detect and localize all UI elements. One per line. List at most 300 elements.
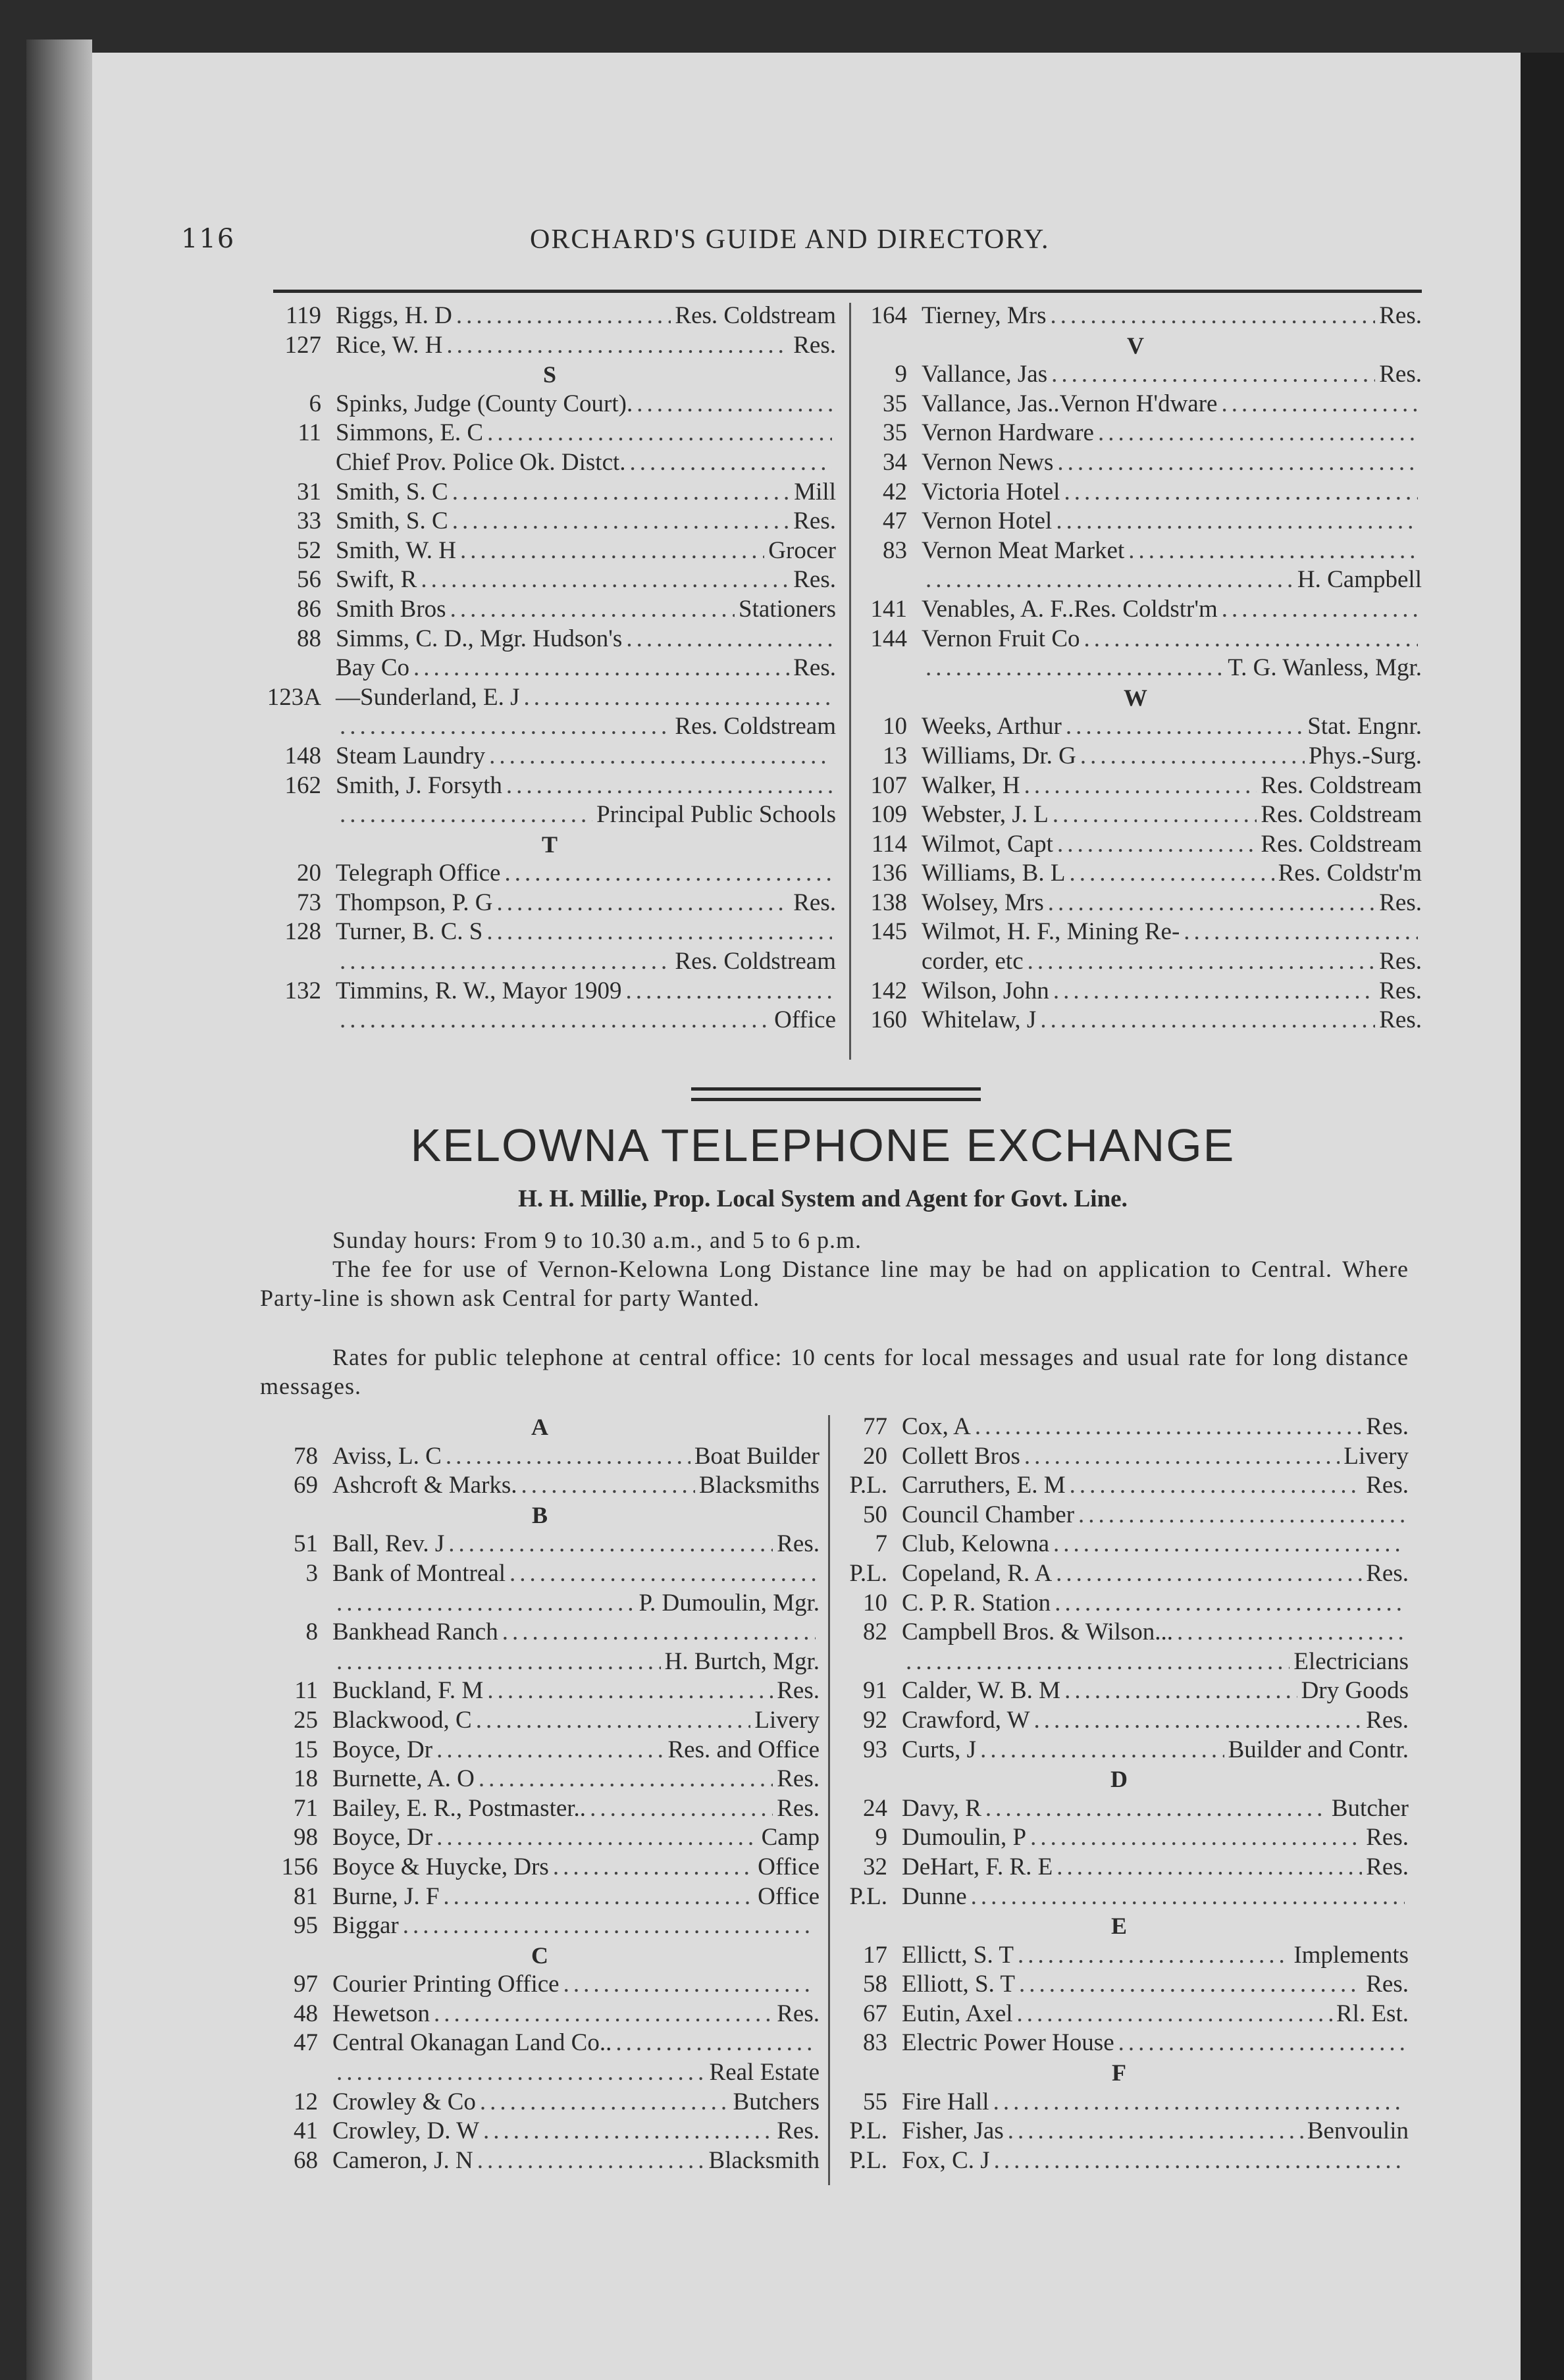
dot-leader bbox=[1184, 918, 1418, 947]
section-letter: A bbox=[531, 1414, 548, 1440]
subscriber-detail: Res. Coldstream bbox=[1261, 830, 1422, 858]
directory-entry bbox=[849, 654, 1422, 683]
phone-number: 148 bbox=[284, 742, 321, 769]
dot-leader bbox=[340, 800, 592, 830]
book-spine bbox=[26, 39, 92, 2380]
dot-leader bbox=[524, 683, 832, 713]
dot-leader bbox=[1019, 1970, 1362, 2000]
directory-entry bbox=[829, 1559, 1409, 1589]
directory-entry bbox=[829, 1530, 1409, 1559]
dot-leader bbox=[985, 1794, 1328, 1824]
directory-entry bbox=[849, 565, 1422, 595]
subscriber-detail: Boat Builder bbox=[694, 1442, 820, 1470]
phone-number: 35 bbox=[883, 419, 907, 447]
dot-leader bbox=[980, 1736, 1224, 1765]
section-letter: T bbox=[541, 831, 558, 858]
directory-entry bbox=[263, 977, 836, 1006]
subscriber-detail: Res. bbox=[1379, 302, 1422, 329]
dot-leader bbox=[483, 2117, 773, 2146]
exchange-title: KELOWNA TELEPHONE EXCHANGE bbox=[410, 1120, 1236, 1171]
subscriber-detail: Mill bbox=[794, 478, 836, 505]
dot-leader bbox=[1024, 771, 1257, 801]
subscriber-name: Smith, S. C bbox=[336, 478, 448, 505]
subscriber-name: Victoria Hotel bbox=[922, 478, 1060, 505]
phone-number: 69 bbox=[294, 1472, 318, 1499]
phone-number: 71 bbox=[294, 1794, 318, 1822]
dot-leader bbox=[502, 1618, 816, 1647]
dot-leader bbox=[1069, 859, 1274, 889]
directory-entry bbox=[263, 947, 836, 977]
dot-leader bbox=[436, 1736, 664, 1765]
subscriber-name: Telegraph Office bbox=[336, 860, 501, 887]
subscriber-detail: T. G. Wanless, Mgr. bbox=[1228, 654, 1422, 682]
directory-entry bbox=[849, 712, 1422, 742]
directory-entry bbox=[263, 742, 836, 771]
phone-number: 81 bbox=[294, 1882, 318, 1910]
phone-number: 160 bbox=[870, 1006, 907, 1034]
subscriber-name: Bankhead Ranch bbox=[332, 1618, 498, 1646]
subscriber-name: Blackwood, C bbox=[332, 1706, 472, 1734]
phone-number: 136 bbox=[870, 860, 907, 887]
subscriber-detail: Electricians bbox=[1293, 1647, 1409, 1675]
subscriber-name: Smith, W. H bbox=[336, 536, 456, 564]
phone-number: 88 bbox=[297, 625, 321, 652]
dot-leader bbox=[1078, 1501, 1405, 1530]
phone-number: 77 bbox=[863, 1413, 887, 1440]
phone-number: 10 bbox=[863, 1589, 887, 1617]
subscriber-name: Boyce, Dr bbox=[332, 1736, 433, 1763]
phone-number: 98 bbox=[294, 1824, 318, 1851]
subscriber-name: Steam Laundry bbox=[336, 742, 486, 769]
directory-entry bbox=[829, 1676, 1409, 1706]
directory-column-top-left bbox=[263, 301, 836, 1035]
subscriber-detail: Res. Coldstream bbox=[1261, 801, 1422, 829]
directory-entry bbox=[829, 1471, 1409, 1501]
phone-number: 52 bbox=[297, 536, 321, 564]
directory-entry bbox=[829, 2000, 1409, 2029]
dot-leader bbox=[446, 331, 789, 361]
directory-entry bbox=[263, 889, 836, 918]
dot-leader bbox=[925, 654, 1224, 683]
phone-number: 12 bbox=[294, 2088, 318, 2115]
dot-leader bbox=[1177, 1618, 1405, 1647]
dot-leader bbox=[971, 1882, 1405, 1912]
phone-number: 92 bbox=[863, 1706, 887, 1734]
phone-number: 35 bbox=[883, 390, 907, 417]
directory-entry bbox=[849, 478, 1422, 507]
directory-entry bbox=[849, 390, 1422, 419]
dot-leader bbox=[476, 1706, 751, 1736]
dot-leader bbox=[452, 507, 790, 536]
directory-entry bbox=[829, 2088, 1409, 2117]
dot-leader bbox=[1053, 977, 1375, 1006]
phone-number: 7 bbox=[875, 1530, 887, 1558]
dot-leader bbox=[496, 889, 789, 918]
dot-leader bbox=[626, 625, 832, 654]
phone-number: 58 bbox=[863, 1971, 887, 1998]
phone-number: 25 bbox=[294, 1706, 318, 1734]
dot-leader bbox=[1056, 1559, 1362, 1589]
subscriber-detail: Blacksmiths bbox=[699, 1472, 820, 1499]
directory-entry bbox=[260, 1471, 820, 1501]
directory-entry bbox=[263, 918, 836, 947]
dot-leader bbox=[1008, 2117, 1303, 2146]
phone-number: P.L. bbox=[849, 1559, 887, 1587]
subscriber-name: Timmins, R. W., Mayor 1909 bbox=[336, 977, 622, 1004]
directory-entry bbox=[263, 800, 836, 830]
dot-leader bbox=[443, 1882, 754, 1912]
directory-entry bbox=[263, 1006, 836, 1035]
dot-leader bbox=[1080, 742, 1305, 771]
phone-number: 164 bbox=[870, 302, 907, 329]
dot-leader bbox=[340, 947, 671, 977]
dot-leader bbox=[637, 390, 832, 419]
directory-entry bbox=[849, 448, 1422, 478]
subscriber-name: Club, Kelowna bbox=[902, 1530, 1050, 1558]
subscriber-detail: Stationers bbox=[739, 595, 836, 623]
dot-leader bbox=[460, 536, 764, 566]
phone-number: 97 bbox=[294, 1971, 318, 1998]
phone-number: P.L. bbox=[849, 1882, 887, 1910]
directory-entry bbox=[260, 2088, 820, 2117]
subscriber-detail: Livery bbox=[1343, 1442, 1409, 1470]
phone-number: 9 bbox=[875, 1824, 887, 1851]
subscriber-name: Calder, W. B. M bbox=[902, 1677, 1061, 1705]
subscriber-name: Hewetson bbox=[332, 2000, 430, 2027]
phone-number: 128 bbox=[284, 918, 321, 946]
subscriber-detail: Res. Coldstream bbox=[675, 713, 836, 740]
subscriber-name: Dunne bbox=[902, 1882, 967, 1910]
subscriber-name: Smith Bros bbox=[336, 595, 446, 623]
subscriber-detail: Res. bbox=[1366, 1971, 1409, 1998]
directory-entry bbox=[263, 507, 836, 536]
dot-leader bbox=[479, 1765, 773, 1794]
phone-number: 8 bbox=[305, 1618, 318, 1646]
subscriber-detail: Grocer bbox=[768, 536, 836, 564]
directory-entry bbox=[260, 2146, 820, 2176]
dot-leader bbox=[1118, 2029, 1405, 2058]
phone-number: 56 bbox=[297, 566, 321, 594]
directory-entry bbox=[849, 830, 1422, 860]
dot-leader bbox=[1098, 419, 1418, 448]
subscriber-detail: Benvoulin bbox=[1307, 2117, 1409, 2145]
phone-number: 142 bbox=[870, 977, 907, 1004]
directory-entry bbox=[849, 507, 1422, 536]
directory-entry bbox=[260, 2058, 820, 2088]
dot-leader bbox=[630, 448, 832, 478]
phone-number: 73 bbox=[297, 889, 321, 916]
phone-number: 68 bbox=[294, 2146, 318, 2174]
subscriber-name: Biggar bbox=[332, 1912, 399, 1940]
directory-entry bbox=[263, 859, 836, 889]
subscriber-name: Copeland, R. A bbox=[902, 1559, 1053, 1587]
subscriber-name: Curts, J bbox=[902, 1736, 977, 1763]
subscriber-detail: P. Dumoulin, Mgr. bbox=[639, 1589, 820, 1617]
subscriber-detail: Res. bbox=[777, 1677, 820, 1705]
section-rule-top bbox=[691, 1087, 981, 1091]
phone-number: 24 bbox=[863, 1794, 887, 1822]
directory-entry bbox=[263, 448, 836, 478]
subscriber-detail: Stat. Engnr. bbox=[1307, 713, 1422, 740]
subscriber-detail: Res. bbox=[1379, 889, 1422, 916]
subscriber-name: Ashcroft & Marks. bbox=[332, 1472, 517, 1499]
directory-entry bbox=[260, 1530, 820, 1559]
subscriber-name: Simms, C. D., Mgr. Hudson's bbox=[336, 625, 623, 652]
dot-leader bbox=[563, 1970, 816, 2000]
dot-leader bbox=[1048, 889, 1375, 918]
phone-number: 9 bbox=[895, 361, 907, 388]
dot-leader bbox=[436, 1823, 758, 1853]
dot-leader bbox=[1057, 448, 1418, 478]
dot-leader bbox=[1064, 478, 1418, 507]
dot-leader bbox=[1050, 301, 1375, 331]
section-letter: D bbox=[1110, 1766, 1128, 1793]
dot-leader bbox=[925, 565, 1293, 595]
subscriber-name: Smith, J. Forsyth bbox=[336, 771, 502, 799]
subscriber-detail: Office bbox=[774, 1006, 836, 1034]
subscriber-name: Weeks, Arthur bbox=[922, 713, 1062, 740]
subscriber-detail: Principal Public Schools bbox=[596, 801, 836, 829]
directory-entry bbox=[829, 1882, 1409, 1912]
section-letter: W bbox=[1124, 684, 1147, 711]
directory-entry bbox=[829, 1706, 1409, 1736]
directory-entry bbox=[849, 1006, 1422, 1035]
directory-entry bbox=[260, 1882, 820, 1912]
subscriber-name: Wilmot, H. F., Mining Re- bbox=[922, 918, 1180, 946]
exchange-hours: Sunday hours: From 9 to 10.30 a.m., and 5 to 6 p.m. bbox=[332, 1227, 862, 1253]
subscriber-name: Rice, W. H bbox=[336, 331, 443, 359]
directory-entry bbox=[260, 2029, 820, 2058]
dot-leader bbox=[1018, 1941, 1290, 1971]
phone-number: 162 bbox=[284, 771, 321, 799]
section-letter: F bbox=[1112, 2059, 1126, 2086]
subscriber-name: Crawford, W bbox=[902, 1706, 1030, 1734]
directory-entry bbox=[263, 625, 836, 654]
directory-entry bbox=[260, 1794, 820, 1824]
subscriber-name: Fisher, Jas bbox=[902, 2117, 1004, 2145]
subscriber-name: Ellictt, S. T bbox=[902, 1941, 1014, 1969]
subscriber-name: Boyce, Dr bbox=[332, 1824, 433, 1851]
subscriber-detail: Res. bbox=[1366, 1413, 1409, 1440]
directory-entry bbox=[263, 390, 836, 419]
subscriber-detail: Res. bbox=[777, 1765, 820, 1793]
dot-leader bbox=[615, 2029, 816, 2058]
phone-number: 83 bbox=[883, 536, 907, 564]
subscriber-detail: Implements bbox=[1293, 1941, 1409, 1969]
dot-leader bbox=[1064, 1676, 1297, 1706]
subscriber-detail: Res. bbox=[1366, 1559, 1409, 1587]
dot-leader bbox=[1024, 1442, 1340, 1472]
directory-entry bbox=[849, 859, 1422, 889]
subscriber-name: Vernon News bbox=[922, 448, 1054, 476]
subscriber-name: —Sunderland, E. J bbox=[336, 683, 520, 711]
dot-leader bbox=[434, 2000, 773, 2029]
dot-leader bbox=[626, 977, 833, 1006]
subscriber-detail: Res. bbox=[1366, 1706, 1409, 1734]
header-rule bbox=[273, 290, 1422, 293]
dot-leader bbox=[336, 1647, 661, 1677]
subscriber-name: Smith, S. C bbox=[336, 507, 448, 535]
dot-leader bbox=[487, 1676, 773, 1706]
phone-number: 107 bbox=[870, 771, 907, 799]
phone-number: 144 bbox=[870, 625, 907, 652]
dot-leader bbox=[506, 771, 832, 801]
subscriber-name: Turner, B. C. S bbox=[336, 918, 483, 946]
subscriber-detail: Res. bbox=[1366, 1824, 1409, 1851]
dot-leader bbox=[480, 2088, 729, 2117]
directory-entry bbox=[263, 419, 836, 448]
subscriber-detail: Res. bbox=[777, 1794, 820, 1822]
dot-leader bbox=[486, 918, 832, 947]
directory-entry bbox=[849, 536, 1422, 566]
subscriber-detail: Res. bbox=[1379, 361, 1422, 388]
dot-leader bbox=[413, 654, 789, 683]
directory-entry bbox=[849, 977, 1422, 1006]
directory-entry bbox=[260, 1765, 820, 1794]
dot-leader bbox=[452, 478, 791, 507]
phone-number: 50 bbox=[863, 1501, 887, 1528]
phone-number: 20 bbox=[297, 860, 321, 887]
directory-entry bbox=[849, 625, 1422, 654]
subscriber-detail: Res. bbox=[777, 2117, 820, 2145]
phone-number: 91 bbox=[863, 1677, 887, 1705]
directory-column-top-right bbox=[849, 301, 1422, 1035]
directory-entry bbox=[260, 1706, 820, 1736]
phone-number: 156 bbox=[281, 1853, 318, 1880]
directory-column-bottom-right bbox=[829, 1412, 1409, 2175]
directory-entry bbox=[260, 1618, 820, 1647]
phone-number: P.L. bbox=[849, 2146, 887, 2174]
subscriber-detail: Dry Goods bbox=[1301, 1677, 1409, 1705]
exchange-rates-note: Rates for public telephone at central office: 10 cents for local messages and usual rate for long distance messages. bbox=[260, 1344, 1409, 1399]
subscriber-name: Fire Hall bbox=[902, 2088, 989, 2115]
subscriber-name: Campbell Bros. & Wilson... bbox=[902, 1618, 1174, 1646]
subscriber-name: DeHart, F. R. E bbox=[902, 1853, 1053, 1880]
directory-entry bbox=[849, 595, 1422, 625]
subscriber-name: Crowley, D. W bbox=[332, 2117, 479, 2145]
subscriber-detail: Res. bbox=[1379, 948, 1422, 975]
dot-leader bbox=[590, 1794, 773, 1824]
phone-number: 41 bbox=[294, 2117, 318, 2145]
phone-number: 141 bbox=[870, 595, 907, 623]
phone-number: 51 bbox=[294, 1530, 318, 1558]
subscriber-name: Eutin, Axel bbox=[902, 2000, 1013, 2027]
phone-number: 15 bbox=[294, 1736, 318, 1763]
phone-number: P.L. bbox=[849, 2117, 887, 2145]
subscriber-name: Wilson, John bbox=[922, 977, 1049, 1004]
directory-entry bbox=[263, 565, 836, 595]
subscriber-name: Burnette, A. O bbox=[332, 1765, 475, 1793]
subscriber-name: Fox, C. J bbox=[902, 2146, 990, 2174]
phone-number: 78 bbox=[294, 1442, 318, 1470]
subscriber-name: Bay Co bbox=[336, 654, 410, 682]
subscriber-name: Williams, Dr. G bbox=[922, 742, 1076, 769]
subscriber-detail: Butchers bbox=[733, 2088, 820, 2115]
dot-leader bbox=[553, 1853, 754, 1882]
phone-number: 31 bbox=[297, 478, 321, 505]
directory-entry bbox=[829, 1412, 1409, 1442]
phone-number: 3 bbox=[305, 1559, 318, 1587]
phone-number: 20 bbox=[863, 1442, 887, 1470]
phone-number: 114 bbox=[871, 830, 907, 858]
subscriber-detail: Res. bbox=[793, 507, 836, 535]
dot-leader bbox=[487, 419, 832, 448]
phone-number: 17 bbox=[863, 1941, 887, 1969]
phone-number: 47 bbox=[883, 507, 907, 535]
subscriber-detail: Res. bbox=[793, 654, 836, 682]
directory-entry bbox=[829, 2146, 1409, 2176]
dot-leader bbox=[1221, 390, 1418, 419]
phone-number: 127 bbox=[284, 331, 321, 359]
subscriber-name: Vernon Fruit Co bbox=[922, 625, 1080, 652]
subscriber-name: Dumoulin, P bbox=[902, 1824, 1027, 1851]
directory-entry bbox=[263, 536, 836, 566]
subscriber-detail: Res. bbox=[1366, 1472, 1409, 1499]
subscriber-name: Carruthers, E. M bbox=[902, 1472, 1066, 1499]
directory-entry bbox=[829, 1970, 1409, 2000]
dot-leader bbox=[403, 1911, 816, 1941]
directory-entry bbox=[260, 1736, 820, 1765]
directory-entry bbox=[849, 301, 1422, 331]
directory-entry bbox=[260, 1559, 820, 1589]
subscriber-name: Crowley & Co bbox=[332, 2088, 476, 2115]
subscriber-detail: Res. bbox=[1379, 977, 1422, 1004]
subscriber-name: Courier Printing Office bbox=[332, 1971, 560, 1998]
directory-entry bbox=[260, 1970, 820, 2000]
exchange-fee-note: The fee for use of Vernon-Kelowna Long Distance line may be had on application to Central. Where Party-line is shown ask Central for party Wanted. bbox=[260, 1256, 1409, 1311]
section-letter: S bbox=[542, 361, 557, 388]
subscriber-name: Buckland, F. M bbox=[332, 1677, 484, 1705]
subscriber-detail: Rl. Est. bbox=[1336, 2000, 1409, 2027]
subscriber-name: Burne, J. F bbox=[332, 1882, 440, 1910]
subscriber-detail: Camp bbox=[761, 1824, 820, 1851]
subscriber-name: Collett Bros bbox=[902, 1442, 1020, 1470]
subscriber-detail: Res. bbox=[777, 2000, 820, 2027]
dot-leader bbox=[336, 1589, 635, 1618]
subscriber-name: Bank of Montreal bbox=[332, 1559, 506, 1587]
scan-edge bbox=[1521, 53, 1564, 2380]
subscriber-name: Simmons, E. C bbox=[336, 419, 484, 447]
phone-number: 119 bbox=[285, 302, 321, 329]
directory-entry bbox=[829, 2029, 1409, 2058]
dot-leader bbox=[504, 859, 832, 889]
subscriber-detail: H. Burtch, Mgr. bbox=[664, 1647, 820, 1675]
subscriber-detail: Res. bbox=[793, 889, 836, 916]
subscriber-name: Cox, A bbox=[902, 1413, 971, 1440]
subscriber-name: Electric Power House bbox=[902, 2029, 1114, 2057]
dot-leader bbox=[993, 2088, 1405, 2117]
subscriber-name: Walker, H bbox=[922, 771, 1020, 799]
dot-leader bbox=[906, 1647, 1290, 1677]
dot-leader bbox=[446, 1442, 691, 1472]
phone-number: 67 bbox=[863, 2000, 887, 2027]
exchange-subtitle: H. H. Millie, Prop. Local System and Agent for Govt. Line. bbox=[518, 1185, 1128, 1212]
phone-number: 18 bbox=[294, 1765, 318, 1793]
subscriber-name: Aviss, L. C bbox=[332, 1442, 442, 1470]
subscriber-name: Vernon Meat Market bbox=[922, 536, 1125, 564]
directory-entry bbox=[263, 331, 836, 361]
directory-entry bbox=[260, 1442, 820, 1472]
dot-leader bbox=[336, 2058, 706, 2088]
section-letter: V bbox=[1127, 332, 1144, 359]
phone-number: 109 bbox=[870, 801, 907, 829]
phone-number: 145 bbox=[870, 918, 907, 946]
subscriber-name: Tierney, Mrs bbox=[922, 302, 1047, 329]
subscriber-detail: Res. bbox=[1366, 1853, 1409, 1880]
dot-leader bbox=[456, 301, 671, 331]
directory-entry bbox=[260, 2000, 820, 2029]
phone-number: 132 bbox=[284, 977, 321, 1004]
